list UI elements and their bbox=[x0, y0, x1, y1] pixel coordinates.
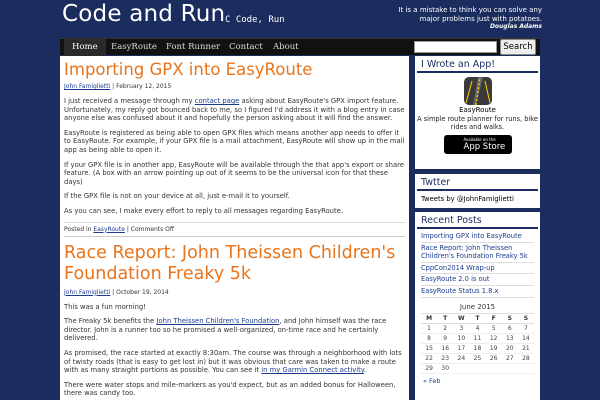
calendar-day: 20 bbox=[502, 343, 518, 353]
quote-author: Douglas Adams bbox=[489, 23, 542, 30]
nav-item-home[interactable]: Home bbox=[64, 39, 106, 56]
meta-separator: | bbox=[110, 83, 117, 90]
meta-separator: | bbox=[110, 288, 117, 296]
calendar-day bbox=[518, 363, 534, 373]
calendar-day: 9 bbox=[437, 333, 453, 343]
calendar-week-row bbox=[421, 333, 534, 343]
comments-status: Comments Off bbox=[130, 225, 175, 233]
calendar-day: 5 bbox=[486, 323, 502, 333]
nav-item-font-runner[interactable]: Font Runner bbox=[166, 42, 221, 52]
post-title[interactable]: Importing GPX into EasyRoute bbox=[64, 60, 313, 79]
post-meta bbox=[64, 289, 405, 296]
post-paragraph: If your GPX file is in another app, EasyRoute will be available through the that app's export or share feature. (A box with an arrow pointing up out of it seems to be the universal icon for that these days) bbox=[64, 160, 404, 186]
calendar-day: 14 bbox=[518, 333, 534, 343]
calendar-caption: June 2015 bbox=[459, 302, 496, 311]
list-item bbox=[421, 264, 534, 275]
post-author-link[interactable]: John Famiglietti bbox=[64, 83, 111, 90]
calendar-day: 11 bbox=[469, 333, 485, 343]
twitter-link[interactable]: Tweets by @JohnFamiglietti bbox=[421, 195, 514, 203]
weekday-header: S bbox=[502, 313, 518, 323]
calendar-day: 25 bbox=[469, 353, 485, 363]
recent-posts-list bbox=[415, 229, 540, 298]
calendar-day: 22 bbox=[421, 353, 437, 363]
weekday-header: T bbox=[469, 313, 485, 323]
weekday-header: T bbox=[437, 313, 453, 323]
calendar-day bbox=[502, 363, 518, 373]
nav-item-contact[interactable]: Contact bbox=[229, 42, 263, 52]
calendar-day: 1 bbox=[421, 323, 437, 333]
calendar-day bbox=[453, 363, 469, 373]
calendar-day: 30 bbox=[437, 363, 453, 373]
post-paragraph bbox=[64, 97, 405, 123]
category-link[interactable]: EasyRoute bbox=[93, 225, 125, 233]
calendar-day: 16 bbox=[437, 343, 453, 353]
post-title[interactable]: Race Report: John Theissen Children's Foundation Freaky 5k bbox=[64, 242, 396, 284]
badge-small-text: Available on the bbox=[463, 137, 496, 142]
text: , and John himself was the race director. John is a runner too so he promised a well-organized, on-time race and he certainly delivered. bbox=[64, 317, 387, 343]
post-footer bbox=[64, 222, 405, 237]
post-paragraph: This was a fun morning! bbox=[64, 302, 146, 311]
calendar-day: 6 bbox=[502, 323, 518, 333]
list-item bbox=[421, 275, 534, 286]
calendar-day: 15 bbox=[421, 343, 437, 353]
twitter-link-wrap bbox=[415, 191, 540, 207]
calendar-day: 21 bbox=[518, 343, 534, 353]
app-description: A simple route planner for runs, bike rides and walks. bbox=[417, 115, 538, 131]
recent-post-link[interactable]: Importing GPX into EasyRoute bbox=[421, 232, 522, 240]
app-widget bbox=[415, 56, 540, 169]
text: I just received a message through my bbox=[64, 97, 195, 105]
post-author-link[interactable]: John Famiglietti bbox=[64, 288, 111, 296]
calendar-day: 29 bbox=[421, 363, 437, 373]
widget-title: Recent Posts bbox=[417, 212, 538, 229]
calendar-day: 24 bbox=[453, 353, 469, 363]
calendar-day: 23 bbox=[437, 353, 453, 363]
calendar-week-row bbox=[421, 353, 534, 363]
calendar-day: 27 bbox=[502, 353, 518, 363]
main-content bbox=[60, 56, 409, 400]
calendar-header bbox=[421, 313, 534, 323]
search-input[interactable] bbox=[414, 41, 497, 53]
calendar-day: 19 bbox=[486, 343, 502, 353]
garmin-link[interactable]: in my Garmin Connect activity bbox=[261, 366, 364, 375]
calendar-week-row bbox=[421, 363, 534, 373]
calendar-day: 7 bbox=[518, 323, 534, 333]
header-quote bbox=[382, 6, 542, 32]
list-item bbox=[421, 244, 534, 263]
post-paragraph bbox=[64, 317, 405, 343]
text: asking about EasyRoute's GPX import feature. Unfortunately, my reply got bounced back to me, so I figured I'd address it with a blog entry in case anyone else was confused about it and hopefully the person asking about it will find the answer. bbox=[64, 97, 405, 123]
calendar-prev-link[interactable]: « Feb bbox=[423, 376, 441, 385]
calendar-week-row bbox=[421, 343, 534, 353]
calendar-day: 8 bbox=[421, 333, 437, 343]
post-paragraph: As you can see, I make every effort to reply to all messages regarding EasyRoute. bbox=[64, 206, 344, 215]
weekday-header: W bbox=[453, 313, 469, 323]
post-date: October 19, 2014 bbox=[116, 288, 169, 296]
widget-title: Twtter bbox=[417, 174, 538, 191]
calendar-day: 28 bbox=[518, 353, 534, 363]
weekday-header: S bbox=[518, 313, 534, 323]
calendar-day: 2 bbox=[437, 323, 453, 333]
nav-item-about[interactable]: About bbox=[273, 42, 299, 52]
nav-item-easyroute[interactable]: EasyRoute bbox=[111, 42, 157, 52]
calendar-body bbox=[421, 323, 534, 373]
calendar-day: 26 bbox=[486, 353, 502, 363]
calendar bbox=[421, 302, 534, 374]
weekday-header: F bbox=[486, 313, 502, 323]
list-item bbox=[421, 287, 534, 298]
text: As promised, the race started at exactly 8:30am. The course was through a neighborhood with lots of twisty roads (that is easy to get lost in) but it was obvious that care was taken to make a route with as many straight portions as possible. You can see it bbox=[64, 348, 402, 375]
calendar-day bbox=[469, 363, 485, 373]
sidebar bbox=[415, 56, 540, 400]
calendar-day: 13 bbox=[502, 333, 518, 343]
contact-page-link[interactable]: contact page bbox=[194, 97, 240, 105]
site-tagline: C Code, Run bbox=[225, 15, 285, 25]
post-paragraph: EasyRoute is registered as being able to open GPX files which means another app needs to offer it to EasyRoute. For example, if your GPX file is a mail attachment, EasyRoute will show up in the mail app as being able to open it. bbox=[64, 128, 405, 154]
easyroute-app-icon[interactable] bbox=[464, 77, 492, 105]
recent-post-link[interactable]: CppCon2014 Wrap-up bbox=[421, 263, 495, 272]
text: The Freaky 5k benefits the bbox=[64, 317, 157, 326]
recent-post-link[interactable]: EasyRoute Status 1.8.x bbox=[421, 286, 499, 295]
app-store-badge[interactable] bbox=[444, 135, 512, 154]
calendar-day: 12 bbox=[486, 333, 502, 343]
recent-post-link[interactable]: EasyRoute 2.0 is out bbox=[421, 275, 490, 284]
widget-title: I Wrote an App! bbox=[417, 56, 538, 73]
post-paragraph: There were water stops and mile-markers as you'd expect, but as an added bonus for Halloween, there was candy too. bbox=[64, 380, 396, 398]
calendar-week-row bbox=[421, 323, 534, 333]
calendar-day: 18 bbox=[469, 343, 485, 353]
quote-text: It is a mistake to think you can solve any major problems just with potatoes. bbox=[398, 6, 542, 23]
search-button[interactable]: Search bbox=[500, 39, 536, 55]
calendar-day: 4 bbox=[469, 323, 485, 333]
weekday-header: M bbox=[421, 313, 437, 323]
site-title[interactable]: Code and Run bbox=[62, 1, 226, 27]
post-paragraph bbox=[64, 349, 405, 375]
site-header bbox=[0, 0, 600, 36]
meta-separator: | bbox=[124, 225, 131, 233]
recent-post-link[interactable]: Race Report: John Theissen Children's Foundation Freaky 5k bbox=[421, 243, 528, 261]
app-link-text[interactable]: EasyRoute bbox=[459, 106, 496, 114]
recent-posts-widget bbox=[415, 212, 540, 400]
app-name-link[interactable] bbox=[415, 106, 540, 114]
foundation-link[interactable]: John Theissen Children's Foundation bbox=[156, 317, 280, 326]
posted-in-label: Posted in bbox=[64, 225, 94, 233]
list-item bbox=[421, 232, 534, 243]
calendar-day: 10 bbox=[453, 333, 469, 343]
calendar-nav bbox=[415, 374, 540, 388]
calendar-day: 3 bbox=[453, 323, 469, 333]
twitter-widget bbox=[415, 174, 540, 208]
post-paragraph: If the GPX file is not on your device at all, just e-mail it to yourself. bbox=[64, 192, 290, 201]
calendar-day: 17 bbox=[453, 343, 469, 353]
text: . bbox=[363, 366, 367, 375]
badge-big-text: App Store bbox=[463, 142, 506, 152]
blog-post bbox=[60, 60, 409, 237]
blog-post bbox=[60, 243, 409, 398]
calendar-day bbox=[486, 363, 502, 373]
post-meta bbox=[64, 83, 405, 90]
post-date: February 12, 2015 bbox=[116, 83, 172, 90]
